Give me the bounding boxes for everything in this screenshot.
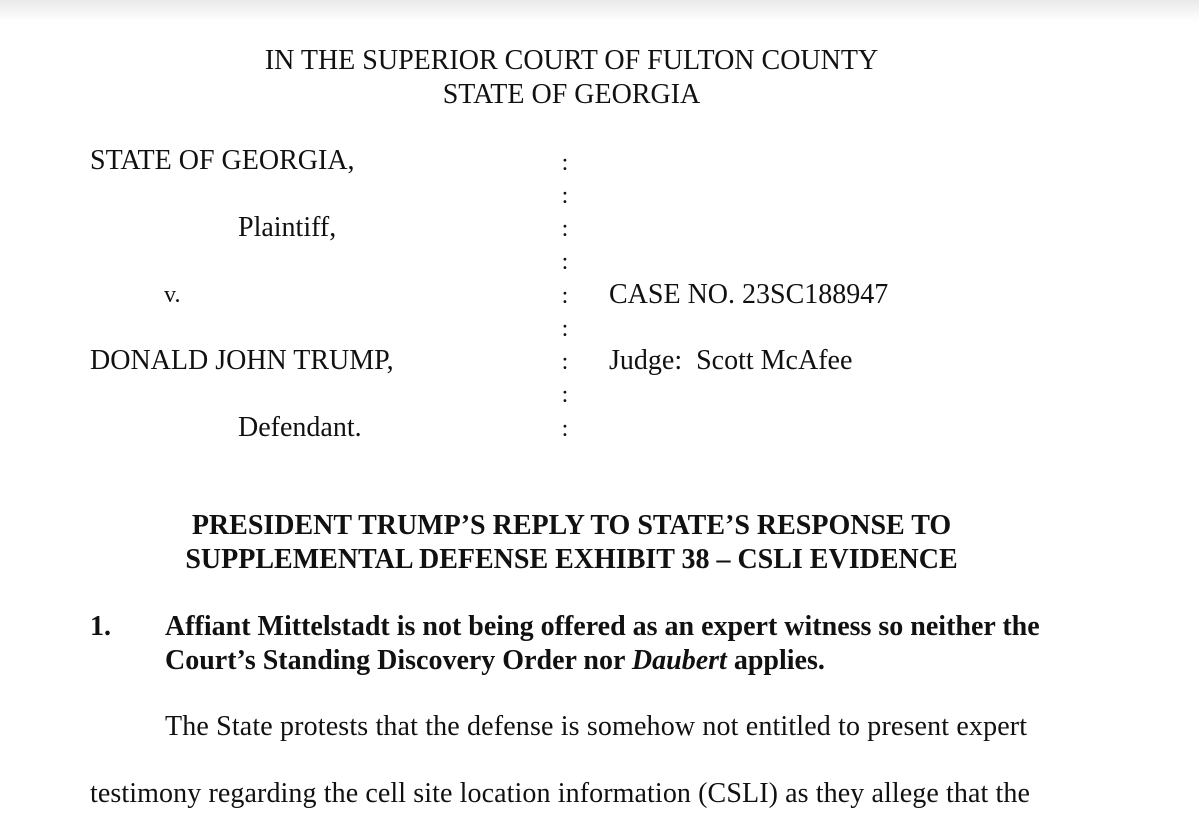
defendant-role: Defendant. [238, 412, 362, 443]
caption-colon: : [561, 150, 569, 176]
plaintiff-role: Plaintiff, [238, 212, 337, 243]
section-number: 1. [90, 611, 111, 642]
plaintiff-name: STATE OF GEORGIA, [90, 145, 355, 176]
caption-colon: : [561, 283, 569, 309]
caption-colon: : [561, 183, 569, 209]
court-name: IN THE SUPERIOR COURT OF FULTON COUNTY [264, 45, 879, 76]
paragraph-line: testimony regarding the cell site location information (CSLI) as they allege that the [90, 778, 1031, 809]
court-state: STATE OF GEORGIA [442, 79, 701, 110]
caption-colon: : [561, 316, 569, 342]
defendant-name: DONALD JOHN TRUMP, [90, 345, 394, 376]
document-title-line2: SUPPLEMENTAL DEFENSE EXHIBIT 38 – CSLI EVIDENCE [185, 544, 958, 575]
page-top-shadow [0, 0, 1199, 22]
caption-colon: : [561, 249, 569, 275]
document-title-line1: PRESIDENT TRUMP’S REPLY TO STATE’S RESPONSE TO [191, 510, 952, 541]
section-heading-text: Court’s Standing Discovery Order nor [165, 645, 632, 676]
caption-colon: : [561, 416, 569, 442]
caption-colon: : [561, 382, 569, 408]
case-number: CASE NO. 23SC188947 [609, 279, 889, 310]
paragraph-line: The State protests that the defense is somehow not entitled to present expert [165, 711, 1028, 742]
section-heading-line1: Affiant Mittelstadt is not being offered as an expert witness so neither the [165, 611, 1040, 642]
section-heading-line2 [165, 644, 825, 678]
daubert-italic: Daubert [631, 645, 727, 676]
section-heading-text: applies. [726, 645, 825, 676]
versus: v. [164, 282, 181, 308]
caption-colon: : [561, 349, 569, 375]
caption-colon: : [561, 216, 569, 242]
judge-name: Judge: Scott McAfee [609, 345, 853, 376]
